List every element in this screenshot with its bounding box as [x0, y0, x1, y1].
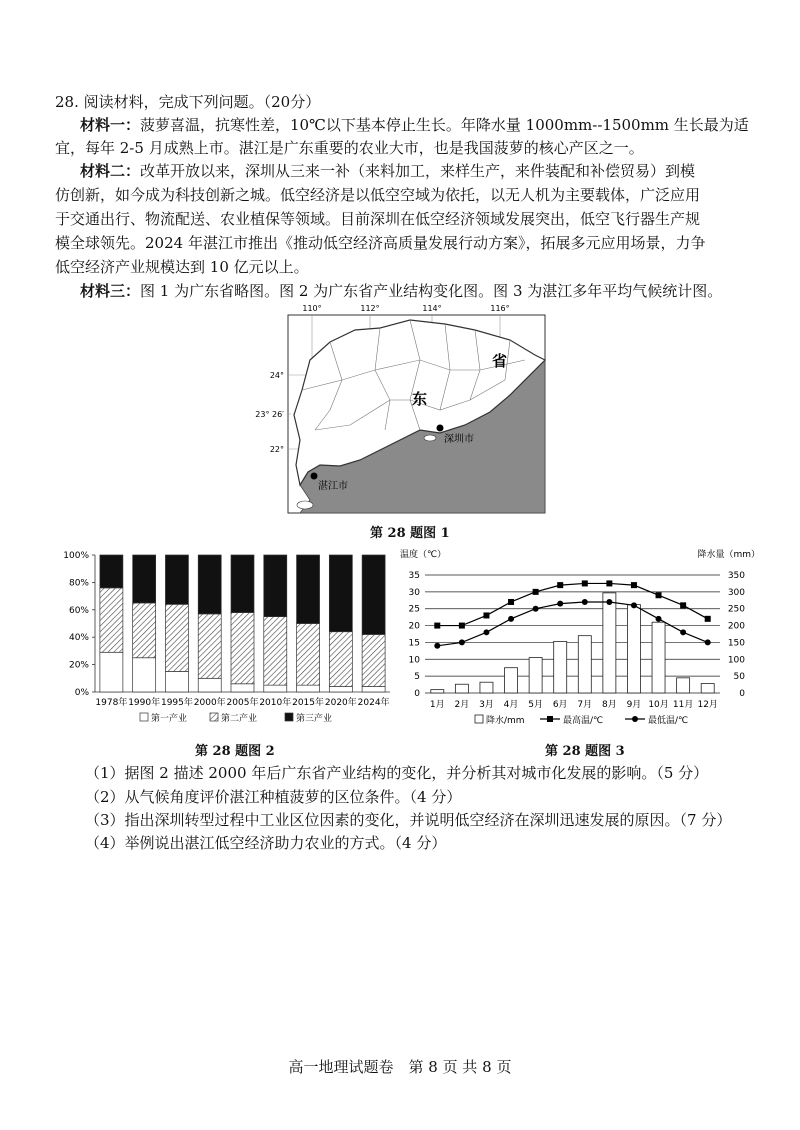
bar-primary [231, 684, 254, 692]
y-left-tick: 25 [408, 604, 420, 615]
precip-bar [554, 641, 567, 693]
max-temp-point [656, 592, 662, 598]
y-right-tick: 100 [727, 655, 745, 666]
bar-tertiary [264, 555, 287, 617]
lon-label-110: 110° [302, 304, 322, 313]
legend-marker-min [632, 716, 638, 722]
material-2-line-2: 仿创新，如今成为科技创新之城。低空经济是以低空空域为依托，以无人机为主要载体，广泛应用 [55, 186, 701, 204]
month-label: 2月 [454, 700, 470, 710]
x-tick-label: 2010年 [259, 698, 292, 708]
y-right-tick: 200 [727, 621, 745, 632]
min-temp-point [582, 599, 588, 605]
max-temp-line [437, 583, 707, 625]
y-right-tick: 350 [727, 571, 745, 581]
precip-bar [701, 684, 714, 693]
min-temp-point [508, 616, 514, 622]
material-3-label: 材料三： [80, 282, 141, 300]
industry-structure-chart [45, 545, 400, 735]
legend-label: 最低温/℃ [648, 716, 689, 726]
precip-bar [480, 682, 493, 693]
province-char-dong: 东 [412, 390, 428, 408]
month-label: 9月 [626, 700, 642, 710]
bar-tertiary [329, 555, 352, 632]
guangdong-map [255, 300, 560, 520]
y-left-tick: 0 [414, 689, 420, 699]
figure-3-caption: 第 28 题图 3 [545, 744, 625, 759]
max-temp-point [557, 582, 563, 588]
precip-bar [505, 668, 518, 693]
month-label: 6月 [552, 700, 568, 710]
legend-label: 第三产业 [296, 714, 333, 724]
x-tick-label: 1990年 [128, 698, 161, 708]
lon-label-112: 112° [360, 304, 380, 313]
lat-label-23-26: 23° 26′ [255, 410, 284, 419]
material-2-label: 材料二： [80, 162, 141, 180]
y-left-tick: 35 [408, 571, 420, 581]
material-1-line-2: 宜，每年 2-5 月成熟上市。湛江是广东重要的农业大市，也是我国菠萝的核心产区之一。 [55, 139, 644, 157]
month-label: 4月 [503, 700, 519, 710]
min-temp-point [631, 602, 637, 608]
bar-primary [165, 671, 188, 692]
max-temp-point [533, 589, 539, 595]
subquestion-4: （4）举例说出湛江低空经济助力农业的方式。（4 分） [85, 834, 447, 852]
y-tick-label: 100% [63, 551, 89, 561]
y-right-tick: 300 [727, 587, 745, 598]
y-tick-label: 0% [74, 688, 89, 698]
min-temp-point [680, 629, 686, 635]
bar-primary [362, 687, 385, 692]
max-temp-point [680, 602, 686, 608]
x-tick-label: 2020年 [324, 698, 357, 708]
y-tick-label: 40% [68, 633, 89, 644]
bar-tertiary [165, 555, 188, 604]
y-right-tick: 250 [727, 604, 745, 615]
material-2-text-1: 改革开放以来，深圳从三来一补（来料加工，来样生产，来件装配和补偿贸易）到模 [140, 162, 696, 180]
min-temp-point [557, 601, 563, 607]
y-left-tick: 5 [414, 672, 420, 683]
material-3-line-1 [80, 280, 722, 302]
bar-primary [198, 678, 221, 692]
material-1-text-1: 菠萝喜温，抗寒性差，10℃以下基本停止生长。年降水量 1000mm--1500mm 生长最为适 [140, 116, 749, 134]
bar-secondary [198, 614, 221, 678]
material-2-line-3: 于交通出行、物流配送、农业植保等领域。目前深圳在低空经济领域发展突出，低空飞行器生产规 [55, 210, 701, 228]
precip-bar [431, 690, 444, 693]
question-title: 28. 阅读材料，完成下列问题。（20分） [55, 93, 321, 111]
subquestion-3: （3）指出深圳转型过程中工业区位因素的变化，并说明低空经济在深圳迅速发展的原因。（7 分） [85, 811, 732, 829]
lon-label-116: 116° [490, 304, 510, 313]
max-temp-point [434, 623, 440, 629]
x-tick-label: 1995年 [160, 698, 193, 708]
lat-label-24: 24° [269, 371, 284, 380]
max-temp-point [631, 582, 637, 588]
bar-secondary [231, 613, 254, 684]
y-left-tick: 20 [408, 621, 420, 632]
y-right-title: 降水量（mm） [697, 550, 760, 560]
bar-tertiary [231, 555, 254, 613]
min-temp-point [705, 639, 711, 645]
province-char-sheng: 省 [492, 352, 508, 370]
x-tick-label: 2024年 [357, 698, 390, 708]
precip-bar [627, 605, 640, 693]
material-1-label: 材料一： [80, 116, 141, 134]
x-tick-label: 1978年 [95, 698, 128, 708]
x-tick-label: 2015年 [292, 698, 325, 708]
precip-bar [677, 678, 690, 693]
legend-marker-max [547, 716, 553, 722]
month-label: 12月 [697, 700, 718, 710]
shenzhen-marker [437, 425, 444, 432]
bar-tertiary [198, 555, 221, 614]
y-tick-label: 60% [68, 605, 89, 616]
material-3-text-1: 图 1 为广东省略图。图 2 为广东省产业结构变化图。图 3 为湛江多年平均气候统计图。 [140, 282, 723, 300]
y-tick-label: 80% [68, 578, 89, 589]
x-tick-label: 2000年 [193, 698, 226, 708]
bar-secondary [100, 588, 123, 652]
bar-secondary [165, 604, 188, 671]
precip-bar [603, 593, 616, 693]
bar-primary [264, 685, 287, 692]
material-2-line-5: 低空经济产业规模达到 10 亿元以上。 [55, 258, 309, 276]
page-footer: 高一地理试题卷 第 8 页 共 8 页 [288, 1058, 512, 1076]
month-label: 7月 [577, 700, 593, 710]
max-temp-point [483, 612, 489, 618]
max-temp-point [508, 599, 514, 605]
bar-secondary [133, 603, 156, 658]
legend-swatch [285, 713, 293, 721]
subquestion-2: （2）从气候角度评价湛江种植菠萝的区位条件。（4 分） [85, 788, 462, 806]
shenzhen-label: 深圳市 [444, 434, 474, 445]
bar-primary [329, 687, 352, 692]
bar-tertiary [362, 555, 385, 634]
bar-tertiary [100, 555, 123, 588]
min-temp-point [459, 639, 465, 645]
bar-primary [100, 652, 123, 692]
lat-label-22: 22° [269, 445, 284, 454]
min-temp-point [656, 616, 662, 622]
precip-bar [529, 658, 542, 693]
precip-bar [652, 622, 665, 693]
min-temp-point [606, 599, 612, 605]
zhanjiang-label: 湛江市 [318, 481, 348, 492]
y-right-tick: 150 [727, 638, 745, 649]
month-label: 3月 [479, 700, 494, 710]
legend-label: 最高温/℃ [563, 716, 604, 726]
month-label: 8月 [602, 700, 617, 710]
precip-bar [455, 684, 468, 693]
material-1-line-1 [80, 114, 749, 136]
material-2-line-1 [80, 160, 695, 182]
bar-secondary [362, 634, 385, 686]
zhanjiang-marker [311, 473, 318, 480]
bar-tertiary [297, 555, 320, 624]
max-temp-point [705, 616, 711, 622]
figure-1-caption: 第 28 题图 1 [370, 526, 450, 541]
bar-secondary [329, 632, 352, 687]
legend-swatch-precip [475, 715, 483, 723]
bar-secondary [264, 617, 287, 686]
bar-tertiary [133, 555, 156, 603]
subquestion-1: （1）据图 2 描述 2000 年后广东省产业结构的变化，并分析其对城市化发展的影响。（5 分） [85, 764, 709, 782]
min-temp-point [483, 629, 489, 635]
min-temp-point [434, 643, 440, 649]
legend-swatch [140, 713, 148, 721]
material-2-line-4: 模全球领先。2024 年湛江市推出《推动低空经济高质量发展行动方案》，拓展多元应用场景，力争 [55, 234, 706, 252]
y-left-tick: 15 [408, 638, 420, 649]
y-left-tick: 30 [408, 587, 420, 598]
y-left-title: 温度（℃） [400, 550, 447, 560]
figure-2-caption: 第 28 题图 2 [195, 744, 275, 759]
legend-swatch [210, 713, 218, 721]
month-label: 11月 [672, 700, 694, 710]
y-tick-label: 20% [68, 660, 89, 671]
y-left-tick: 10 [408, 655, 420, 666]
max-temp-point [606, 580, 612, 586]
max-temp-point [582, 580, 588, 586]
legend-label: 第二产业 [221, 714, 258, 724]
legend-label: 降水/mm [486, 716, 525, 726]
lon-label-114: 114° [422, 304, 442, 313]
legend-label: 第一产业 [151, 714, 188, 724]
y-right-tick: 50 [733, 672, 745, 683]
max-temp-point [459, 623, 465, 629]
month-label: 1月 [429, 700, 445, 710]
island [424, 435, 436, 441]
island [297, 501, 313, 509]
bar-secondary [297, 624, 320, 686]
y-right-tick: 0 [739, 689, 745, 699]
x-tick-label: 2005年 [226, 698, 259, 708]
bar-primary [133, 658, 156, 692]
precip-bar [578, 636, 591, 693]
min-temp-point [533, 606, 539, 612]
bar-primary [297, 685, 320, 692]
climate-chart [395, 545, 765, 735]
month-label: 10月 [648, 700, 669, 710]
month-label: 5月 [528, 700, 543, 710]
